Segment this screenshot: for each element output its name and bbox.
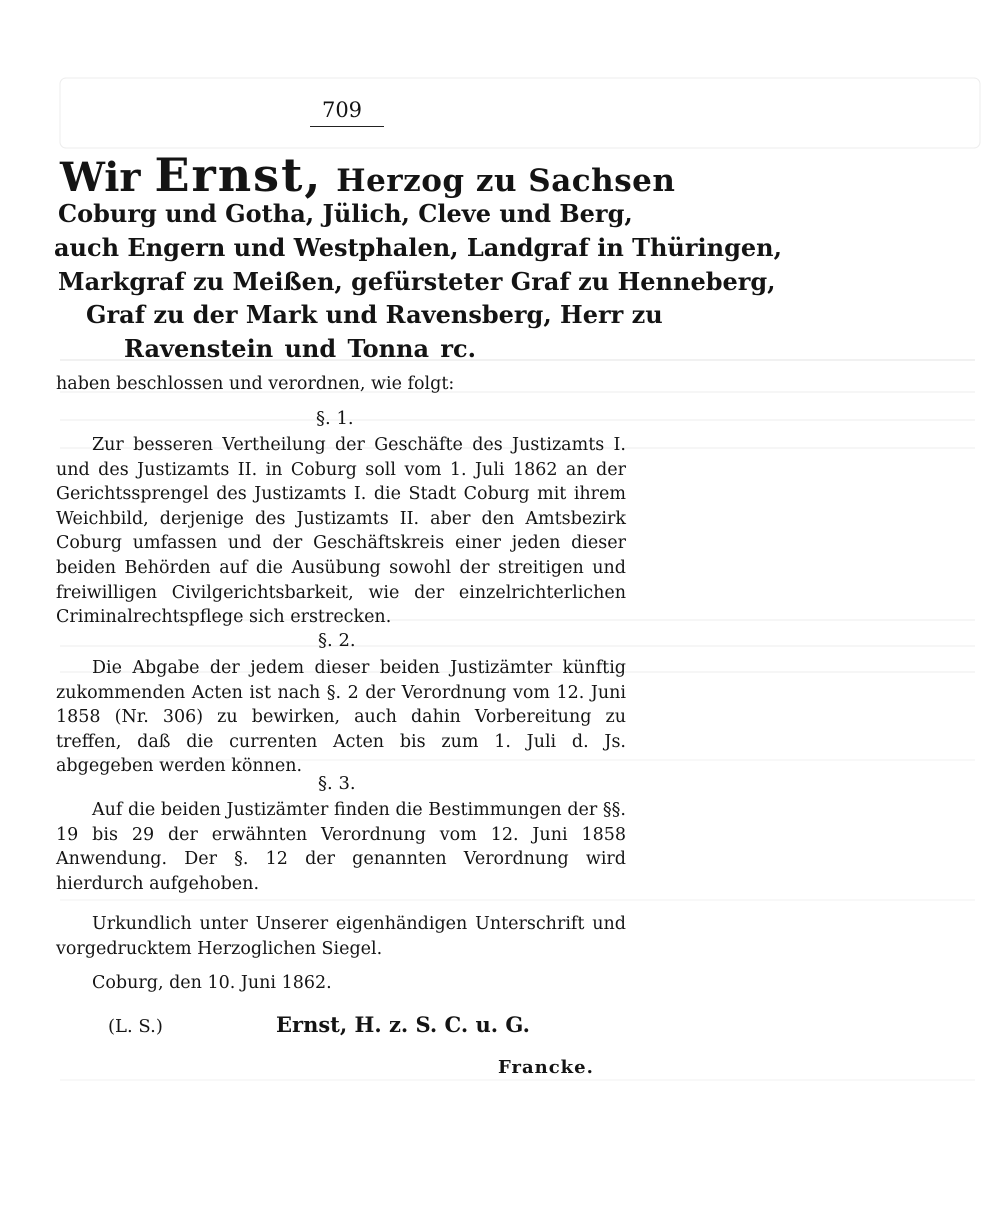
title-line-1-rest: Herzog zu Sachsen [336, 163, 676, 199]
title-line-2: Coburg und Gotha, Jülich, Cleve und Berg, [58, 199, 633, 228]
title-ruler-name: Ernst, [154, 148, 323, 202]
title-prefix: Wir [60, 154, 141, 201]
page-number: 709 [321, 98, 363, 122]
title-line-6: Ravenstein und Tonna rc. [124, 334, 476, 363]
section-2-heading: §. 2. [318, 630, 356, 651]
section-1-heading: §. 1. [316, 408, 354, 429]
place-date: Coburg, den 10. Juni 1862. [92, 973, 332, 993]
countersignature: Francke. [498, 1057, 594, 1078]
closing-text: Urkundlich unter Unserer eigenhändigen Unterschrift und vorgedrucktem Herzoglichen Siegel. [56, 914, 626, 959]
title-line-4: Markgraf zu Meißen, gefürsteter Graf zu Henneberg, [58, 267, 776, 296]
page-number-rule [310, 126, 384, 127]
title-line-1 [60, 148, 676, 204]
signature: Ernst, H. z. S. C. u. G. [276, 1012, 530, 1037]
section-1-text: Zur besseren Vertheilung der Geschäfte des Justizamts I. und des Justizamts II. in Coburg soll vom 1. Juli 1862 an der Gerichtssprengel des Justizamts I. die Stadt Coburg mit ihrem Weichbild, derjenige des Justizamts II. aber den Amtsbezirk Coburg umfassen und der Geschäftskreis einer jeden dieser beiden Behörden auf die Ausübung sowohl der streitigen und freiwilligen Civilgerichtsbarkeit, wie der einzelrichterlichen Criminalrechtspflege sich erstrecken. [56, 435, 626, 628]
section-2-text: Die Abgabe der jedem dieser beiden Justizämter künftig zukommenden Acten ist nach §. 2 der Verordnung vom 12. Juni 1858 (Nr. 306) zu bewirken, auch dahin Vorbereitung zu treffen, daß die currenten Acten bis zum 1. Juli d. Js. abgegeben werden können. [56, 658, 626, 777]
title-line-3: auch Engern und Westphalen, Landgraf in Thüringen, [54, 233, 782, 262]
seal-mark: (L. S.) [108, 1016, 163, 1037]
intro-text: haben beschlossen und verordnen, wie folgt: [56, 374, 455, 394]
title-line-5: Graf zu der Mark und Ravensberg, Herr zu [86, 300, 663, 329]
section-3-text: Auf die beiden Justizämter finden die Bestimmungen der §§. 19 bis 29 der erwähnten Verordnung vom 12. Juni 1858 Anwendung. Der §. 12 der genannten Verordnung wird hierdurch aufgehoben. [56, 800, 626, 894]
section-3-heading: §. 3. [318, 773, 356, 794]
